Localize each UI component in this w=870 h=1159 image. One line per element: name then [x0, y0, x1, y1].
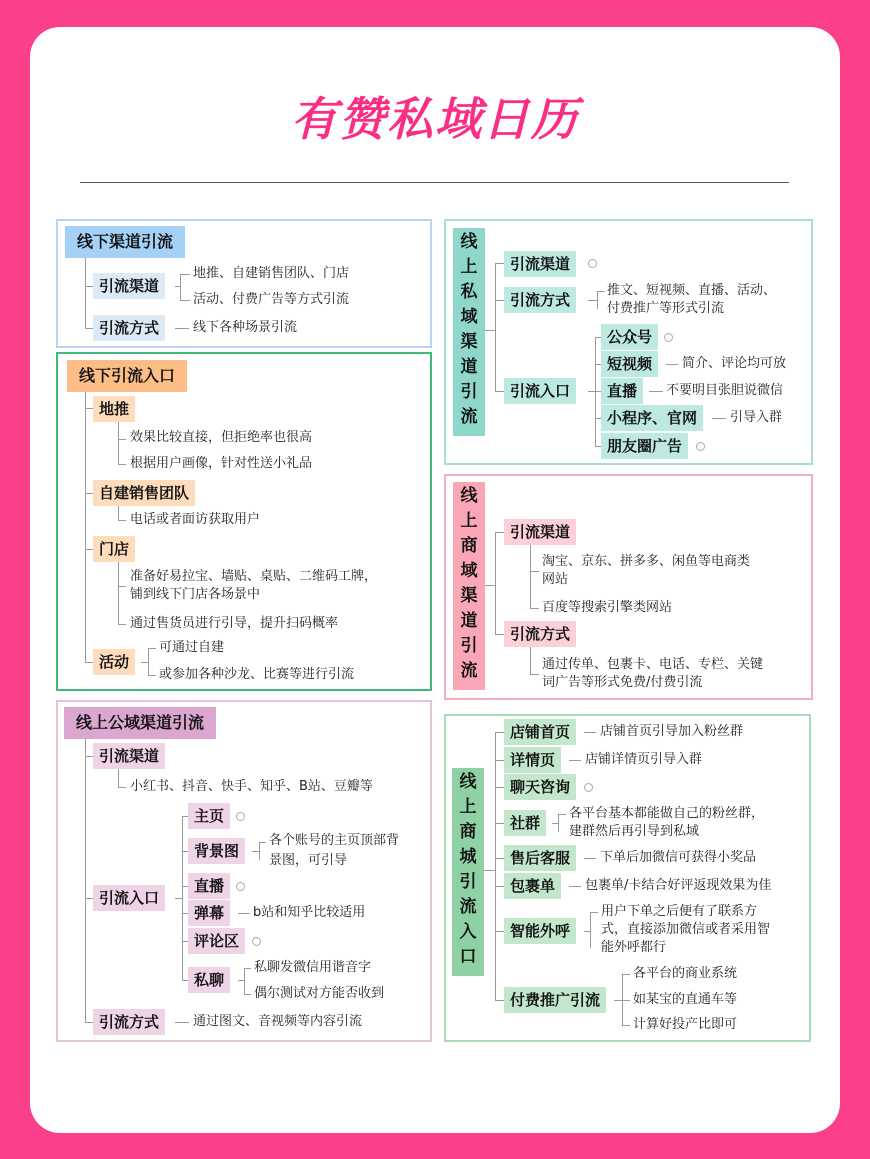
connector [584, 732, 596, 733]
p2-text: 效果比较直接，但拒绝率也很高 [130, 430, 313, 445]
connector [485, 330, 495, 331]
p1-node-channel: 引流渠道 [93, 273, 165, 299]
connector [622, 974, 630, 975]
p6-text: 式，直接添加微信或者采用智 [601, 922, 771, 937]
connector [597, 291, 605, 292]
title-divider [80, 182, 789, 183]
connector [244, 994, 251, 995]
p4-child-short-video: 短视频 [601, 351, 658, 377]
connector [588, 300, 597, 301]
connector [588, 391, 595, 392]
connector [530, 647, 531, 674]
connector [118, 439, 126, 440]
p5-text: 淘宝、京东、拼多多、闲鱼等电商类 [542, 554, 751, 569]
connector [597, 291, 598, 309]
connector [569, 760, 581, 761]
p6-text: 用户下单之后便有了联系方 [601, 904, 758, 919]
p6-text: 各平台的商业系统 [633, 966, 738, 981]
connector [552, 823, 558, 824]
connector [495, 732, 504, 733]
vertical-header-char: 商 [459, 822, 477, 842]
connector [495, 858, 504, 859]
panel-online-public-header: 线上公域渠道引流 [64, 707, 216, 739]
p6-text: 计算好投产比即可 [633, 1017, 738, 1032]
vertical-header-char: 线 [460, 232, 478, 252]
connector [252, 851, 259, 852]
connector [530, 608, 539, 609]
connector [118, 624, 126, 625]
p5-text: 网站 [542, 572, 569, 587]
vertical-header-char: 渠 [460, 332, 478, 352]
vertical-header-char: 商 [460, 536, 478, 556]
p5-text: 通过传单、包裹卡、电话、专栏、关键 [542, 657, 764, 672]
p3-node-method: 引流方式 [93, 1009, 165, 1035]
p2-node-ground: 地推 [93, 396, 135, 422]
p4-child-miniprogram: 小程序、官网 [601, 405, 703, 431]
connector [180, 274, 190, 275]
p6-node-smart-call: 智能外呼 [504, 918, 576, 944]
connector [141, 662, 148, 663]
p2-node-sales-team: 自建销售团队 [93, 480, 195, 506]
connector [484, 870, 495, 871]
connector [712, 418, 726, 419]
connector [495, 532, 504, 533]
p1-text: 地推、自建销售团队、门店 [193, 266, 350, 281]
panel-online-commercial-header [453, 482, 485, 690]
connector [118, 422, 119, 464]
connector [180, 300, 190, 301]
connector [622, 1025, 630, 1026]
panel-offline-entry-header: 线下引流入口 [67, 360, 187, 392]
p6-node-detail: 详情页 [504, 747, 561, 773]
connector [238, 980, 244, 981]
connector [495, 823, 504, 824]
connector [590, 912, 591, 948]
p4-text: 不要明目张胆说微信 [666, 383, 784, 398]
p3-child-homepage: 主页 [188, 803, 230, 829]
connector [495, 263, 504, 264]
connector [118, 464, 126, 465]
p4-text: 引导入群 [730, 410, 783, 425]
p2-text: 可通过自建 [159, 640, 225, 655]
p3-text: b站和知乎比较适用 [253, 905, 366, 920]
collapsed-node-icon [696, 442, 705, 451]
connector [85, 392, 86, 662]
p3-text: 偶尔测试对方能否收到 [254, 986, 385, 1001]
p5-node-channel: 引流渠道 [504, 519, 576, 545]
connector [118, 787, 126, 788]
p3-node-channel: 引流渠道 [93, 743, 165, 769]
connector [244, 968, 245, 994]
connector [85, 756, 93, 757]
connector [85, 328, 93, 329]
connector [175, 328, 189, 329]
connector [175, 1022, 189, 1023]
p6-node-package: 包裹单 [504, 873, 561, 899]
connector [85, 739, 86, 1022]
connector [590, 912, 598, 913]
connector [558, 814, 566, 815]
connector [118, 562, 119, 624]
vertical-header-char: 私 [460, 282, 478, 302]
connector [530, 545, 531, 608]
collapsed-node-icon [664, 333, 673, 342]
vertical-header-char: 上 [459, 797, 477, 817]
p3-text: 小红书、抖音、快手、知乎、B站、豆瓣等 [130, 779, 373, 794]
p2-text: 或参加各种沙龙、比赛等进行引流 [159, 667, 355, 682]
p2-text: 准备好易拉宝、墙贴、桌贴、二维码工牌， [130, 569, 378, 584]
connector [649, 391, 663, 392]
p4-child-moments-ads: 朋友圈广告 [601, 433, 688, 459]
vertical-header-char: 域 [460, 307, 478, 327]
panel-online-private-header [453, 228, 485, 436]
vertical-header-char: 域 [460, 561, 478, 581]
connector [530, 571, 539, 572]
p3-text: 各个账号的主页顶部背 [269, 833, 400, 848]
connector [85, 898, 93, 899]
p2-text: 通过售货员进行引导，提升扫码概率 [130, 616, 339, 631]
p4-text: 简介、评论均可放 [682, 356, 787, 371]
connector [558, 814, 559, 832]
connector [85, 493, 93, 494]
p3-node-entry: 引流入口 [93, 885, 165, 911]
connector [85, 1022, 93, 1023]
vertical-header-char: 城 [459, 847, 477, 867]
connector [495, 300, 504, 301]
p2-text: 铺到线下门店各场景中 [130, 587, 261, 602]
p5-text: 百度等搜索引擎类网站 [542, 600, 673, 615]
connector [175, 898, 182, 899]
vertical-header-char: 流 [460, 407, 478, 427]
vertical-header-char: 引 [459, 872, 477, 892]
p6-node-aftersales: 售后客服 [504, 845, 576, 871]
p4-node-method: 引流方式 [504, 287, 576, 313]
connector [148, 648, 149, 675]
connector [614, 1000, 622, 1001]
connector [259, 842, 266, 843]
p6-text: 店铺首页引导加入粉丝群 [600, 724, 744, 739]
p2-node-event: 活动 [93, 649, 135, 675]
connector [495, 391, 504, 392]
connector [584, 931, 590, 932]
vertical-header-char: 上 [460, 257, 478, 277]
collapsed-node-icon [252, 937, 261, 946]
connector [182, 816, 183, 980]
p3-text: 通过图文、音视频等内容引流 [193, 1014, 363, 1029]
p6-node-chat: 聊天咨询 [504, 774, 576, 800]
connector [495, 787, 504, 788]
connector [485, 585, 495, 586]
vertical-header-char: 道 [460, 611, 478, 631]
collapsed-node-icon [236, 812, 245, 821]
collapsed-node-icon [584, 783, 593, 792]
vertical-header-char: 线 [459, 772, 477, 792]
p2-text: 电话或者面访获取用户 [130, 512, 261, 527]
panel-online-mall-header [452, 768, 484, 976]
vertical-header-char: 口 [459, 947, 477, 967]
connector [495, 634, 504, 635]
p3-child-danmaku: 弹幕 [188, 900, 230, 926]
panel-offline-channels-header: 线下渠道引流 [65, 226, 185, 258]
vertical-header-char: 上 [460, 511, 478, 531]
p6-text: 建群然后再引导到私域 [569, 824, 700, 839]
p3-child-background: 背景图 [188, 838, 245, 864]
collapsed-node-icon [236, 882, 245, 891]
connector [495, 732, 496, 1000]
p4-child-live: 直播 [601, 378, 643, 404]
vertical-header-char: 引 [460, 636, 478, 656]
vertical-header-char: 渠 [460, 586, 478, 606]
p4-node-channel: 引流渠道 [504, 251, 576, 277]
p6-text: 包裹单/卡结合好评返现效果为佳 [585, 878, 772, 893]
connector [259, 842, 260, 860]
p4-text: 付费推广等形式引流 [607, 301, 725, 316]
p3-text: 景图，可引导 [269, 853, 348, 868]
vertical-header-char: 线 [460, 486, 478, 506]
vertical-header-char: 流 [460, 661, 478, 681]
connector [495, 886, 504, 887]
p6-text: 店铺详情页引导入群 [585, 752, 703, 767]
p6-text: 各平台基本都能做自己的粉丝群， [569, 806, 765, 821]
collapsed-node-icon [588, 259, 597, 268]
connector [238, 913, 250, 914]
vertical-header-char: 流 [459, 897, 477, 917]
connector [244, 968, 251, 969]
connector [495, 931, 504, 932]
connector [180, 274, 181, 300]
p6-text: 下单后加微信可获得小奖品 [600, 850, 757, 865]
connector [148, 648, 156, 649]
p4-child-official-account: 公众号 [601, 324, 658, 350]
connector [148, 675, 156, 676]
connector [495, 1000, 504, 1001]
p2-text: 根据用户画像，针对性送小礼品 [130, 456, 313, 471]
page-title: 有赞私域日历 [291, 92, 579, 146]
connector [118, 586, 126, 587]
vertical-header-char: 道 [460, 357, 478, 377]
connector [118, 506, 119, 520]
vertical-header-char: 引 [460, 382, 478, 402]
connector [584, 858, 596, 859]
connector [495, 532, 496, 634]
p1-text: 活动、付费广告等方式引流 [193, 292, 350, 307]
connector [118, 769, 119, 787]
connector [569, 886, 581, 887]
p3-text: 私聊发微信用谐音字 [254, 960, 372, 975]
p3-child-comments: 评论区 [188, 928, 245, 954]
p3-child-live: 直播 [188, 873, 230, 899]
connector [85, 549, 93, 550]
p6-text: 能外呼都行 [601, 940, 667, 955]
connector [622, 1000, 630, 1001]
p5-text: 词广告等形式免费/付费引流 [542, 675, 703, 690]
p2-node-store: 门店 [93, 536, 135, 562]
p6-node-community: 社群 [504, 810, 546, 836]
connector [495, 263, 496, 391]
connector [175, 286, 180, 287]
p6-text: 如某宝的直通车等 [633, 992, 738, 1007]
p1-text: 线下各种场景引流 [193, 320, 298, 335]
connector [85, 408, 93, 409]
connector [666, 364, 678, 365]
p5-node-method: 引流方式 [504, 621, 576, 647]
connector [530, 674, 539, 675]
vertical-header-char: 入 [459, 922, 477, 942]
connector [118, 520, 126, 521]
connector [85, 258, 86, 328]
p4-node-entry: 引流入口 [504, 378, 576, 404]
p1-node-method: 引流方式 [93, 315, 165, 341]
connector [85, 286, 93, 287]
connector [85, 662, 93, 663]
p4-text: 推文、短视频、直播、活动、 [607, 283, 777, 298]
connector [495, 760, 504, 761]
p6-node-paid-promo: 付费推广引流 [504, 987, 606, 1013]
p6-node-store-home: 店铺首页 [504, 719, 576, 745]
p3-child-private-chat: 私聊 [188, 967, 230, 993]
